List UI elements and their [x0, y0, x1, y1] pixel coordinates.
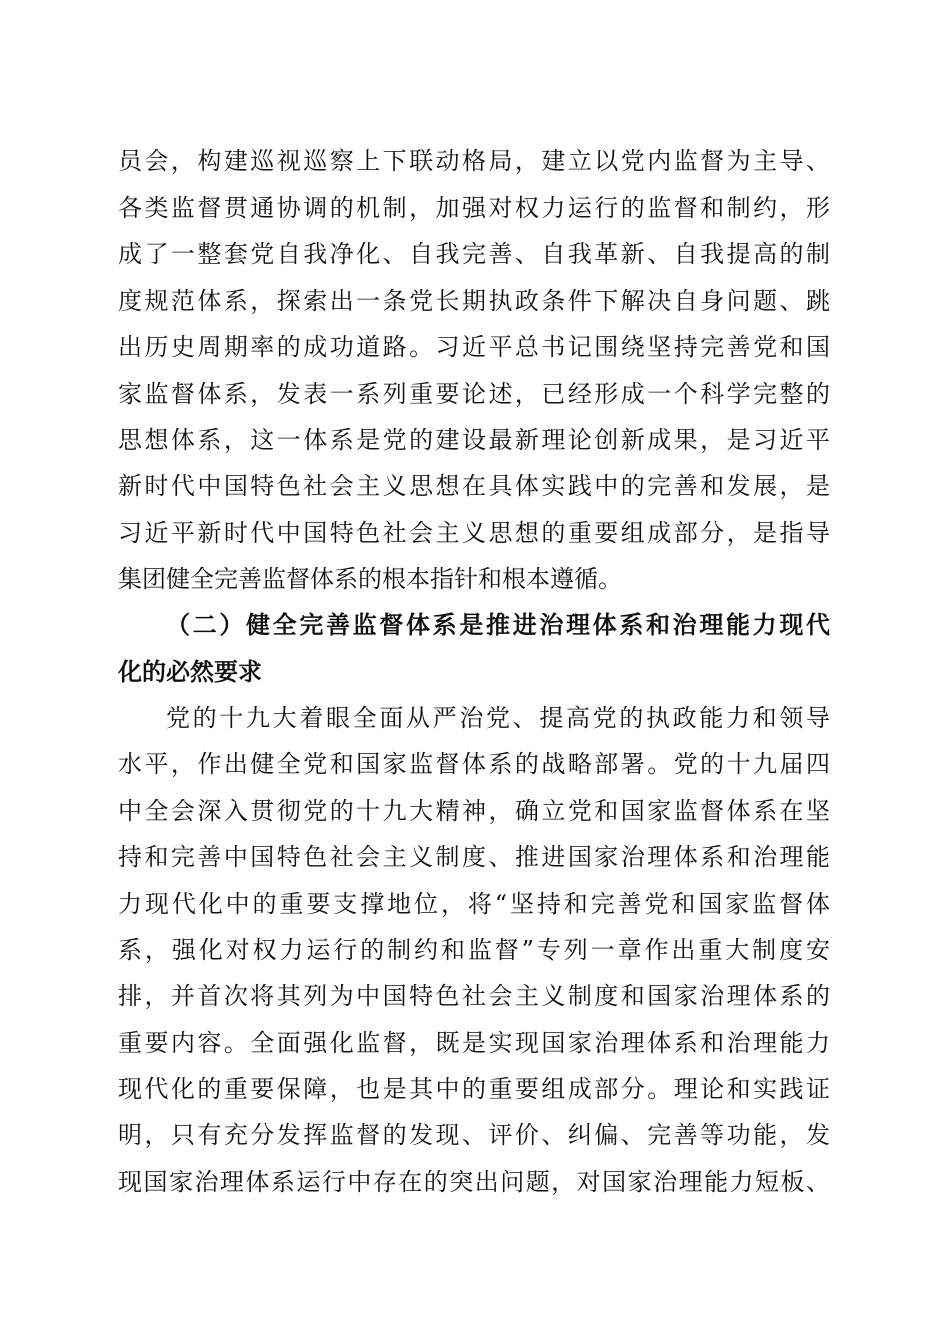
body-text-line: 中全会深入贯彻党的十九大精神，确立党和国家监督体系在坚 — [118, 797, 830, 825]
body-text-line: 成了一整套党自我净化、自我完善、自我革新、自我提高的制 — [118, 240, 830, 268]
body-text-line: 度规范体系，探索出一条党长期执政条件下解决自身问题、跳 — [118, 287, 830, 315]
body-text-line: 员会，构建巡视巡察上下联动格局，建立以党内监督为主导、 — [118, 147, 830, 175]
body-text-line: 习近平新时代中国特色社会主义思想的重要组成部分，是指导 — [118, 519, 830, 547]
body-text-line: 集团健全完善监督体系的根本指针和根本遵循。 — [118, 565, 622, 593]
body-text-line: 排，并首次将其列为中国特色社会主义制度和国家治理体系的 — [118, 982, 830, 1010]
body-text-line: 水平，作出健全党和国家监督体系的战略部署。党的十九届四 — [118, 750, 830, 778]
body-text-line: 持和完善中国特色社会主义制度、推进国家治理体系和治理能 — [118, 843, 830, 871]
section-heading: 化的必然要求 — [118, 657, 262, 686]
body-text-line: 家监督体系，发表一系列重要论述，已经形成一个科学完整的 — [118, 380, 830, 408]
body-text-line: 系，强化对权力运行的制约和监督”专列一章作出重大制度安 — [118, 936, 830, 964]
section-heading: （二）健全完善监督体系是推进治理体系和治理能力现代 — [166, 610, 830, 639]
body-text-line: 党的十九大着眼全面从严治党、提高党的执政能力和领导 — [166, 704, 830, 732]
body-text-line: 现代化的重要保障，也是其中的重要组成部分。理论和实践证 — [118, 1075, 830, 1103]
body-text-line: 思想体系，这一体系是党的建设最新理论创新成果，是习近平 — [118, 426, 830, 454]
body-text-line: 现国家治理体系运行中存在的突出问题，对国家治理能力短板、 — [118, 1168, 830, 1196]
body-text-line: 重要内容。全面强化监督，既是实现国家治理体系和治理能力 — [118, 1029, 830, 1057]
body-text-line: 力现代化中的重要支撑地位，将“坚持和完善党和国家监督体 — [118, 890, 830, 918]
body-text-line: 新时代中国特色社会主义思想在具体实践中的完善和发展，是 — [118, 472, 830, 500]
body-text-line: 出历史周期率的成功道路。习近平总书记围绕坚持完善党和国 — [118, 333, 830, 361]
body-text-line: 明，只有充分发挥监督的发现、评价、纠偏、完善等功能，发 — [118, 1121, 830, 1149]
body-text-line: 各类监督贯通协调的机制，加强对权力运行的监督和制约，形 — [118, 194, 830, 222]
